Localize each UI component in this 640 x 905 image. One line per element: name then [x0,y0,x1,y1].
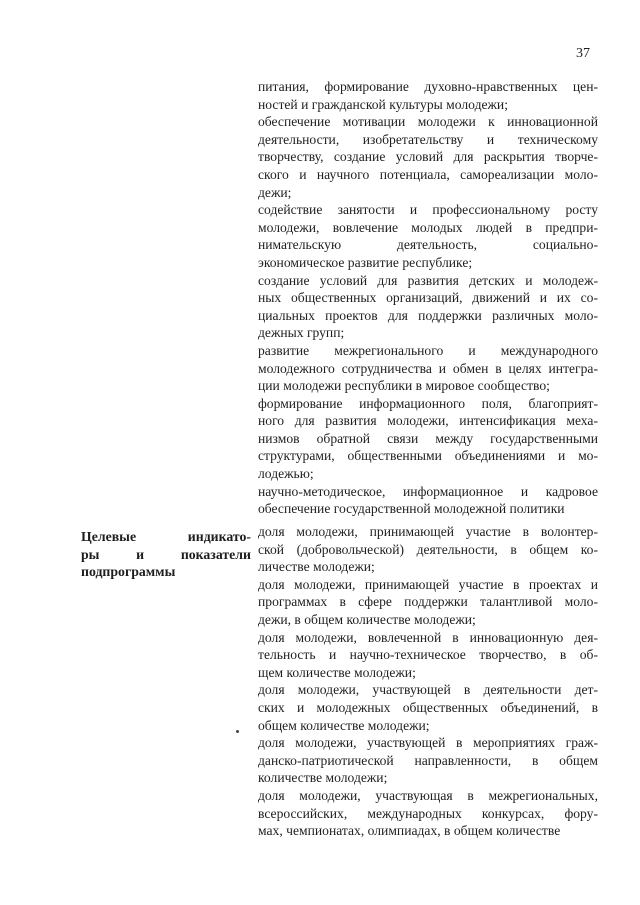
text-line: количестве молодежи; [258,770,388,786]
text-line: доля молодежи, участвующей в мероприятиях граж- [258,735,598,751]
text-line: щем количестве молодежи; [258,664,416,680]
text-line: нимательскую деятельность, социально- [258,237,598,253]
text-line: создание условий для развития детских и молодеж- [258,272,598,288]
text-line: доля молодежи, участвующей в деятельности дет- [258,682,598,698]
goal-item [258,483,598,518]
text-line: лодежью; [258,466,314,482]
text-line: структурами, общественными объединениями и мо- [258,448,598,464]
heading-line: Целевые индикато- [81,529,251,544]
page-number: 37 [576,46,590,61]
text-line: научно-методическое, информационное и кадровое [258,483,598,499]
text-line: доля молодежи, принимающей участие в волонтер- [258,524,598,539]
text-line: обеспечение государственной молодежной политики [258,501,565,517]
indicator-item [258,787,598,840]
text-line: доля молодежи, вовлеченной в инновационную дея- [258,629,598,645]
text-line: творчеству, создание условий для раскрытия творче- [258,149,598,165]
indicator-item [258,629,598,682]
text-line: ностей и гражданской культуры молодежи; [258,96,508,112]
text-line: личестве молодежи; [258,559,375,575]
text-line: ных общественных организаций, движений и их со- [258,290,598,306]
indicators-list [258,523,598,840]
goal-item [258,201,598,271]
text-line: обеспечение мотивации молодежи к инновационной [258,114,598,130]
text-line: тельность и научно-техническое творчество, в об- [258,647,598,663]
heading-line: подпрограммы [81,564,176,580]
text-line: формирование информационного поля, благоприят- [258,395,598,411]
text-line: деятельности, изобретательству и техническому [258,131,598,147]
scan-speck [236,730,239,733]
text-line: дежи, в общем количестве молодежи; [258,611,476,627]
indicator-item [258,523,598,576]
text-line: дежных групп; [258,325,345,341]
goal-item [258,395,598,483]
text-line: мах, чемпионатах, олимпиадах, в общем количестве [258,823,561,839]
text-line: данско-патриотической направленности, в общем [258,752,598,768]
text-line: программах в сфере поддержки талантливой моло- [258,594,598,610]
text-line: ции молодежи республики в мировое сообщество; [258,378,550,394]
text-line: дежи; [258,184,292,200]
indicators-heading [81,528,251,581]
indicator-item [258,681,598,734]
goal-item [258,78,598,113]
indicator-item [258,576,598,629]
text-line: ного для развития молодежи, интенсификация меха- [258,413,598,429]
text-line: ского и научного потенциала, самореализации моло- [258,166,598,182]
text-line: общем количестве молодежи; [258,717,430,733]
text-line: всероссийских, международных конкурсах, фору- [258,805,598,821]
text-line: доля молодежи, участвующая в межрегиональных, [258,787,598,803]
indicator-item [258,734,598,787]
text-line: ской (добровольческой) деятельности, в общем ко- [258,541,598,557]
text-line: молодежи, вовлечение молодых людей в предпри- [258,219,598,235]
text-line: ских и молодежных общественных объединений, в [258,699,598,715]
goal-item [258,113,598,201]
text-line: содействие занятости и профессиональному росту [258,202,598,218]
heading-line: ры и показатели [81,546,251,562]
text-line: молодежного сотрудничества и обмен в целях интегра- [258,360,598,376]
text-line: низмов обратной связи между государственными [258,430,598,446]
goal-item [258,342,598,395]
text-line: развитие межрегионального и международного [258,342,598,358]
text-line: циальных проектов для поддержки различных моло- [258,307,598,323]
goals-list [258,78,598,518]
goal-item [258,272,598,342]
text-line: доля молодежи, принимающей участие в проектах и [258,576,598,592]
text-line: экономическое развитие республике; [258,254,473,270]
text-line: питания, формирование духовно-нравственных цен- [258,79,598,94]
